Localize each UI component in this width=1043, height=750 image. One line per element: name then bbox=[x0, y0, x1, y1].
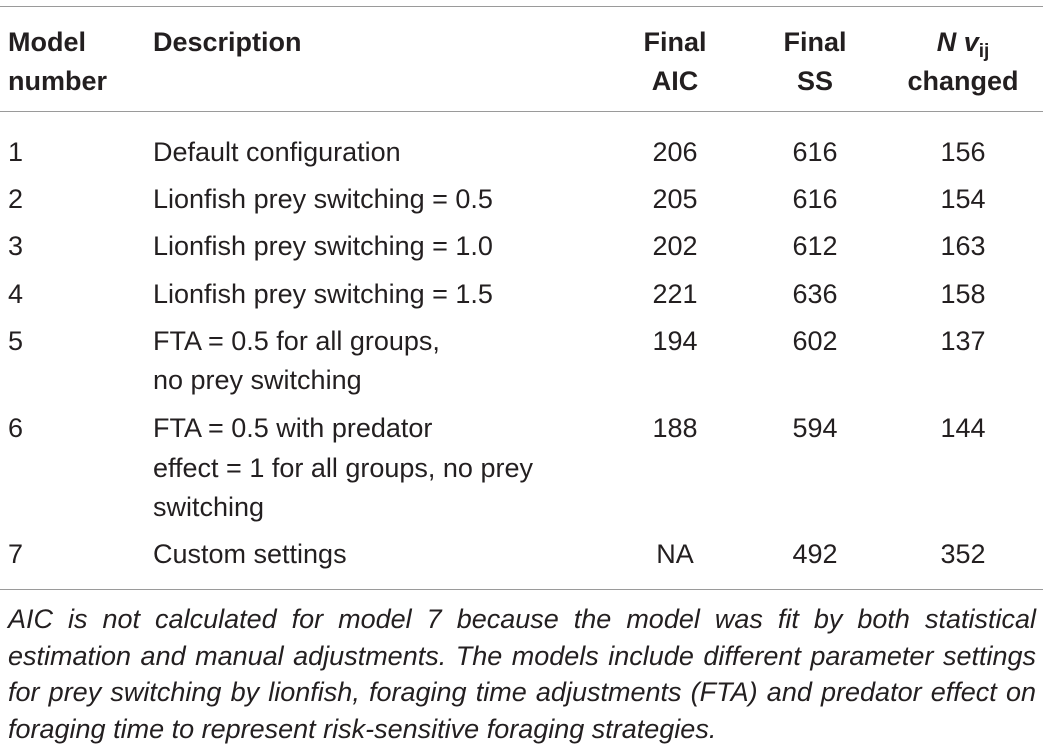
n-changed: 158 bbox=[940, 279, 986, 309]
description: Lionfish prey switching = 0.5 bbox=[153, 184, 493, 214]
header-n-vij bbox=[893, 22, 1033, 62]
description-line1: FTA = 0.5 with predator bbox=[153, 413, 433, 443]
model-number: 7 bbox=[8, 539, 24, 569]
n-changed: 154 bbox=[940, 184, 986, 214]
description-line3: switching bbox=[153, 492, 265, 522]
final-aic: 188 bbox=[652, 413, 698, 443]
n-changed: 163 bbox=[940, 231, 986, 261]
final-aic: 206 bbox=[652, 137, 698, 167]
header-model-number-line2: number bbox=[8, 66, 108, 96]
final-aic: 221 bbox=[652, 279, 698, 309]
table-footnote: AIC is not calculated for model 7 because the model was fit by both statistical estimation and manual adjustments. The models include different parameter settings for prey switching by lionfish, foraging time adjustments (FTA) and predator effect on foraging time to represent risk-sensitive foraging strategies. bbox=[8, 604, 1036, 744]
final-ss: 616 bbox=[792, 137, 838, 167]
model-number: 6 bbox=[8, 413, 24, 443]
final-ss: 612 bbox=[792, 231, 838, 261]
description: Custom settings bbox=[153, 539, 347, 569]
header-v-symbol: v bbox=[963, 27, 979, 57]
header-changed: changed bbox=[907, 66, 1019, 96]
table-bottom-rule bbox=[0, 589, 1043, 590]
description: Lionfish prey switching = 1.0 bbox=[153, 231, 493, 261]
header-bottom-rule bbox=[0, 111, 1043, 112]
description-line1: FTA = 0.5 for all groups, bbox=[153, 326, 440, 356]
final-ss: 492 bbox=[792, 539, 838, 569]
model-number: 4 bbox=[8, 279, 24, 309]
final-aic: 202 bbox=[652, 231, 698, 261]
header-n-symbol: N bbox=[936, 27, 957, 57]
header-description: Description bbox=[153, 27, 302, 57]
description: Lionfish prey switching = 1.5 bbox=[153, 279, 493, 309]
final-ss: 602 bbox=[792, 326, 838, 356]
final-aic: 205 bbox=[652, 184, 698, 214]
final-ss: 616 bbox=[792, 184, 838, 214]
model-number: 1 bbox=[8, 137, 24, 167]
n-changed: 144 bbox=[940, 413, 986, 443]
header-final-ss-line1: Final bbox=[783, 27, 847, 57]
n-changed: 352 bbox=[940, 539, 986, 569]
model-number: 2 bbox=[8, 184, 24, 214]
n-changed: 137 bbox=[940, 326, 986, 356]
table-top-rule bbox=[0, 6, 1043, 7]
header-final-ss-line2: SS bbox=[796, 66, 834, 96]
model-number: 5 bbox=[8, 326, 24, 356]
final-aic: 194 bbox=[652, 326, 698, 356]
description: Default configuration bbox=[153, 137, 401, 167]
header-model-number-line1: Model bbox=[8, 27, 86, 57]
header-final-aic-line1: Final bbox=[643, 27, 707, 57]
final-ss: 594 bbox=[792, 413, 838, 443]
description-line2: effect = 1 for all groups, no prey bbox=[153, 453, 533, 483]
final-ss: 636 bbox=[792, 279, 838, 309]
header-final-aic-line2: AIC bbox=[651, 66, 699, 96]
header-v-subscript: ij bbox=[978, 41, 990, 62]
final-aic: NA bbox=[656, 539, 694, 569]
model-number: 3 bbox=[8, 231, 24, 261]
description-line2: no prey switching bbox=[153, 365, 362, 395]
n-changed: 156 bbox=[940, 137, 986, 167]
